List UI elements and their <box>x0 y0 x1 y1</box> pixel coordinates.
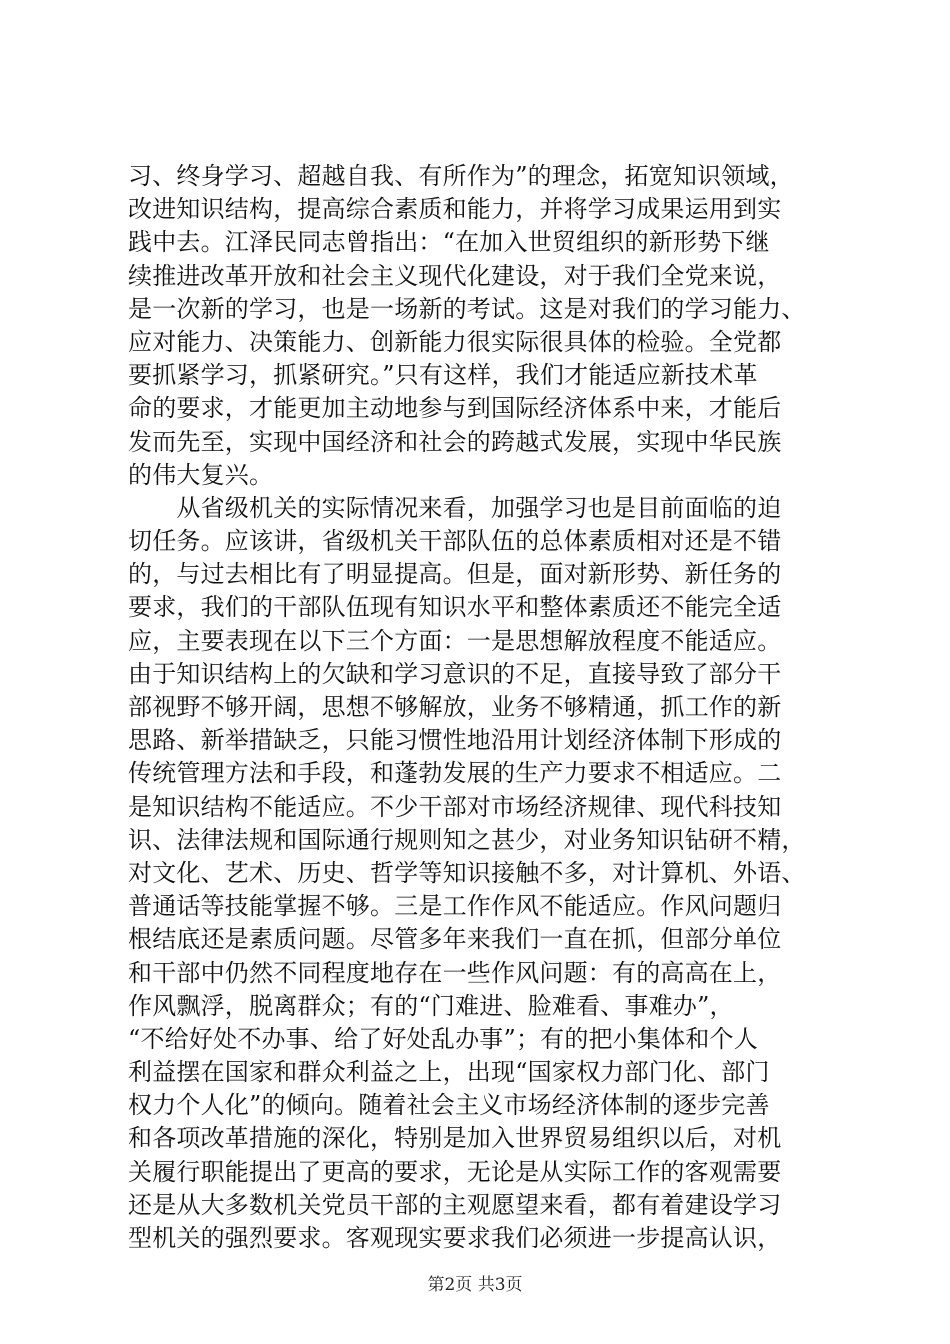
text-line: 践中去。江泽民同志曾指出：“在加入世贸组织的新形势下继 <box>128 228 770 257</box>
text-line: 识、法律法规和国际通行规则知之甚少，对业务知识钻研不精， <box>128 825 806 854</box>
text-line: 和各项改革措施的深化，特别是加入世界贸易组织以后，对机 <box>128 1124 782 1153</box>
text-line: 根结底还是素质问题。尽管多年来我们一直在抓，但部分单位 <box>128 925 782 954</box>
text-line: 对文化、艺术、历史、哲学等知识接触不多，对计算机、外语、 <box>128 858 806 887</box>
text-line: 还是从大多数机关党员干部的主观愿望来看，都有着建设学习 <box>128 1190 782 1219</box>
text-line: 要求，我们的干部队伍现有知识水平和整体素质还不能完全适 <box>128 593 782 622</box>
text-line: 命的要求，才能更加主动地参与到国际经济体系中来，才能后 <box>128 394 782 423</box>
text-line: 普通话等技能掌握不够。三是工作作风不能适应。作风问题归 <box>128 892 782 921</box>
text-line: 由于知识结构上的欠缺和学习意识的不足，直接导致了部分干 <box>128 659 782 688</box>
text-line: 的，与过去相比有了明显提高。但是，面对新形势、新任务的 <box>128 560 782 589</box>
text-line: 习、终身学习、超越自我、有所作为”的理念，拓宽知识领域， <box>128 162 794 190</box>
text-line: 权力个人化”的倾向。随着社会主义市场经济体制的逐步完善 <box>128 1091 770 1120</box>
text-line: 从省级机关的实际情况来看，加强学习也是目前面临的迫 <box>128 493 782 522</box>
page-number-footer: 第2页 共3页 <box>427 1275 523 1295</box>
text-line: 关履行职能提出了更高的要求，无论是从实际工作的客观需要 <box>128 1157 782 1186</box>
text-line: 思路、新举措缺乏，只能习惯性地沿用计划经济体制下形成的 <box>128 726 782 755</box>
text-line: 切任务。应该讲，省级机关干部队伍的总体素质相对还是不错 <box>128 527 782 556</box>
text-line: 应，主要表现在以下三个方面：一是思想解放程度不能适应。 <box>128 626 782 655</box>
text-line: 应对能力、决策能力、创新能力很实际很具体的检验。全党都 <box>128 327 782 356</box>
text-line: 作风飘浮，脱离群众；有的“门难进、脸难看、事难办”， <box>128 991 734 1020</box>
text-line: 是一次新的学习，也是一场新的考试。这是对我们的学习能力、 <box>128 294 806 323</box>
text-line: 传统管理方法和手段，和蓬勃发展的生产力要求不相适应。二 <box>128 759 782 788</box>
text-line: 要抓紧学习，抓紧研究。”只有这样，我们才能适应新技术革 <box>128 361 758 390</box>
text-line: 型机关的强烈要求。客观现实要求我们必须进一步提高认识， <box>128 1224 782 1252</box>
text-line: “不给好处不办事、给了好处乱办事”；有的把小集体和个人 <box>128 1024 758 1053</box>
text-line: 是知识结构不能适应。不少干部对市场经济规律、现代科技知 <box>128 792 782 821</box>
text-line: 利益摆在国家和群众利益之上，出现“国家权力部门化、部门 <box>128 1058 770 1087</box>
text-line: 和干部中仍然不同程度地存在一些作风问题：有的高高在上， <box>128 958 782 987</box>
text-line: 的伟大复兴。 <box>128 460 274 489</box>
text-line: 部视野不够开阔，思想不够解放，业务不够精通，抓工作的新 <box>128 693 782 721</box>
body-text <box>128 160 828 1255</box>
text-line: 续推进改革开放和社会主义现代化建设，对于我们全党来说， <box>128 261 782 290</box>
text-line: 改进知识结构，提高综合素质和能力，并将学习成果运用到实 <box>128 195 782 224</box>
text-line: 发而先至，实现中国经济和社会的跨越式发展，实现中华民族 <box>128 427 782 456</box>
